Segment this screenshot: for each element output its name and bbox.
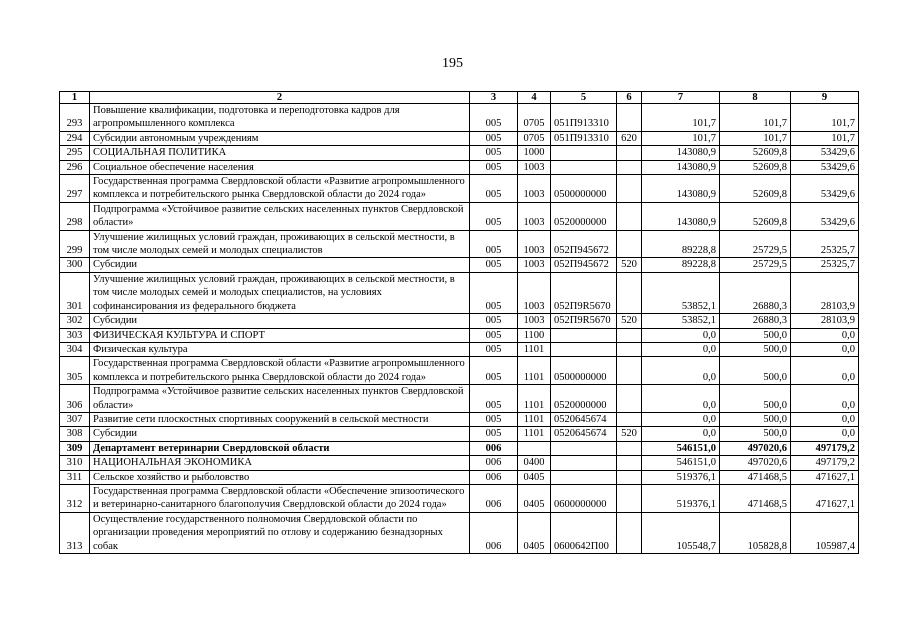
value-2021: 0,0 [791, 385, 859, 413]
row-name: Осуществление государственного полномочия Свердловской области по организации проведения мероприятий по отлову и содержанию безнадзорных собак [90, 512, 470, 553]
value-2021: 101,7 [791, 131, 859, 145]
table-row [60, 342, 859, 356]
value-2019: 101,7 [642, 131, 720, 145]
value-2019: 0,0 [642, 342, 720, 356]
row-number: 295 [60, 146, 90, 160]
value-2020: 52609,8 [720, 175, 791, 203]
code-expense-type [617, 441, 642, 455]
value-2021: 53429,6 [791, 202, 859, 230]
code-ministry: 005 [470, 175, 518, 203]
code-ministry: 005 [470, 146, 518, 160]
code-target: 051П913310 [551, 131, 617, 145]
budget-table [59, 91, 859, 554]
value-2021: 0,0 [791, 328, 859, 342]
code-expense-type [617, 175, 642, 203]
table-row [60, 146, 859, 160]
code-expense-type [617, 230, 642, 258]
code-ministry: 006 [470, 512, 518, 553]
value-2020: 500,0 [720, 342, 791, 356]
code-expense-type: 520 [617, 427, 642, 441]
code-ministry: 005 [470, 427, 518, 441]
value-2020: 471468,5 [720, 484, 791, 512]
code-section: 1000 [518, 146, 551, 160]
table-row [60, 202, 859, 230]
value-2020: 500,0 [720, 385, 791, 413]
code-section: 1003 [518, 258, 551, 272]
value-2021: 0,0 [791, 412, 859, 426]
row-name: Подпрограмма «Устойчивое развитие сельских населенных пунктов Свердловской области» [90, 202, 470, 230]
code-ministry: 006 [470, 456, 518, 470]
code-target: 0600642П00 [551, 512, 617, 553]
row-number: 298 [60, 202, 90, 230]
value-2020: 52609,8 [720, 146, 791, 160]
table-row [60, 131, 859, 145]
code-target: 0520000000 [551, 202, 617, 230]
table-row [60, 484, 859, 512]
value-2020: 25729,5 [720, 258, 791, 272]
code-target: 0500000000 [551, 175, 617, 203]
code-section: 0400 [518, 456, 551, 470]
row-number: 312 [60, 484, 90, 512]
value-2019: 53852,1 [642, 272, 720, 313]
code-expense-type [617, 342, 642, 356]
row-name: Государственная программа Свердловской области «Развитие агропромышленного комплекса и потребительского рынка Свердловской области до 2024 года» [90, 175, 470, 203]
header-cell: 6 [617, 92, 642, 104]
row-number: 300 [60, 258, 90, 272]
value-2020: 26880,3 [720, 272, 791, 313]
value-2021: 497179,2 [791, 456, 859, 470]
code-section: 1100 [518, 328, 551, 342]
value-2021: 101,7 [791, 104, 859, 132]
code-expense-type [617, 456, 642, 470]
code-target: 0600000000 [551, 484, 617, 512]
value-2021: 28103,9 [791, 314, 859, 328]
value-2019: 0,0 [642, 385, 720, 413]
code-section: 1003 [518, 202, 551, 230]
table-row [60, 272, 859, 313]
code-ministry: 005 [470, 314, 518, 328]
code-section: 1003 [518, 314, 551, 328]
value-2019: 519376,1 [642, 470, 720, 484]
value-2021: 105987,4 [791, 512, 859, 553]
table-row [60, 160, 859, 174]
row-number: 303 [60, 328, 90, 342]
table-row [60, 470, 859, 484]
row-name: Департамент ветеринарии Свердловской области [90, 441, 470, 455]
table-row [60, 328, 859, 342]
header-cell: 8 [720, 92, 791, 104]
code-ministry: 005 [470, 104, 518, 132]
row-name: Повышение квалификации, подготовка и переподготовка кадров для агропромышленного комплекса [90, 104, 470, 132]
row-name: Субсидии [90, 427, 470, 441]
value-2019: 546151,0 [642, 456, 720, 470]
row-number: 310 [60, 456, 90, 470]
row-number: 309 [60, 441, 90, 455]
value-2020: 500,0 [720, 357, 791, 385]
code-ministry: 005 [470, 342, 518, 356]
table-row [60, 385, 859, 413]
code-expense-type [617, 160, 642, 174]
row-name: Подпрограмма «Устойчивое развитие сельских населенных пунктов Свердловской области» [90, 385, 470, 413]
code-section: 1101 [518, 427, 551, 441]
value-2021: 0,0 [791, 342, 859, 356]
value-2020: 25729,5 [720, 230, 791, 258]
table-row [60, 175, 859, 203]
row-number: 293 [60, 104, 90, 132]
value-2019: 546151,0 [642, 441, 720, 455]
header-cell: 1 [60, 92, 90, 104]
code-ministry: 005 [470, 328, 518, 342]
code-section: 0405 [518, 512, 551, 553]
code-section: 0705 [518, 131, 551, 145]
row-name: Развитие сети плоскостных спортивных сооружений в сельской местности [90, 412, 470, 426]
code-target: 0520000000 [551, 385, 617, 413]
code-target [551, 342, 617, 356]
value-2019: 105548,7 [642, 512, 720, 553]
code-section: 1003 [518, 272, 551, 313]
code-expense-type [617, 357, 642, 385]
code-expense-type [617, 202, 642, 230]
table-row [60, 412, 859, 426]
row-number: 307 [60, 412, 90, 426]
table-body [60, 104, 859, 554]
code-target: 0520645674 [551, 412, 617, 426]
header-cell: 2 [90, 92, 470, 104]
row-name: Физическая культура [90, 342, 470, 356]
row-name: Субсидии автономным учреждениям [90, 131, 470, 145]
row-name: Улучшение жилищных условий граждан, проживающих в сельской местности, в том числе молодых семей и молодых специалистов [90, 230, 470, 258]
code-expense-type: 620 [617, 131, 642, 145]
code-section: 1101 [518, 357, 551, 385]
code-section: 1003 [518, 160, 551, 174]
value-2021: 0,0 [791, 427, 859, 441]
code-section: 0405 [518, 484, 551, 512]
value-2020: 26880,3 [720, 314, 791, 328]
row-number: 306 [60, 385, 90, 413]
code-ministry: 005 [470, 258, 518, 272]
header-cell: 5 [551, 92, 617, 104]
row-number: 296 [60, 160, 90, 174]
value-2021: 53429,6 [791, 146, 859, 160]
code-section: 1101 [518, 412, 551, 426]
code-ministry: 005 [470, 230, 518, 258]
row-name: Улучшение жилищных условий граждан, проживающих в сельской местности, в том числе молодых семей и молодых специалистов, на условиях софинансирования из федерального бюджета [90, 272, 470, 313]
row-name: Субсидии [90, 314, 470, 328]
value-2019: 519376,1 [642, 484, 720, 512]
code-ministry: 005 [470, 131, 518, 145]
table-row [60, 314, 859, 328]
row-name: НАЦИОНАЛЬНАЯ ЭКОНОМИКА [90, 456, 470, 470]
value-2020: 52609,8 [720, 160, 791, 174]
row-name: ФИЗИЧЕСКАЯ КУЛЬТУРА И СПОРТ [90, 328, 470, 342]
value-2020: 101,7 [720, 131, 791, 145]
value-2019: 0,0 [642, 357, 720, 385]
header-cell: 4 [518, 92, 551, 104]
value-2021: 471627,1 [791, 484, 859, 512]
value-2021: 0,0 [791, 357, 859, 385]
code-section: 1003 [518, 175, 551, 203]
code-target [551, 328, 617, 342]
value-2019: 101,7 [642, 104, 720, 132]
code-expense-type [617, 272, 642, 313]
row-number: 304 [60, 342, 90, 356]
value-2019: 0,0 [642, 427, 720, 441]
value-2021: 471627,1 [791, 470, 859, 484]
code-expense-type: 520 [617, 258, 642, 272]
row-number: 305 [60, 357, 90, 385]
table-row [60, 104, 859, 132]
table-row [60, 512, 859, 553]
code-target: 052П9R5670 [551, 314, 617, 328]
header-cell: 7 [642, 92, 720, 104]
page-number: 195 [442, 56, 463, 71]
value-2020: 500,0 [720, 328, 791, 342]
code-expense-type [617, 328, 642, 342]
header-cell: 3 [470, 92, 518, 104]
row-name: Субсидии [90, 258, 470, 272]
code-expense-type [617, 512, 642, 553]
table-row [60, 357, 859, 385]
code-expense-type [617, 470, 642, 484]
value-2021: 25325,7 [791, 230, 859, 258]
value-2020: 497020,6 [720, 441, 791, 455]
code-target [551, 470, 617, 484]
code-section: 1101 [518, 342, 551, 356]
value-2020: 500,0 [720, 427, 791, 441]
value-2021: 497179,2 [791, 441, 859, 455]
row-name: Государственная программа Свердловской области «Обеспечение эпизоотического и ветеринарно-санитарного благополучия Свердловской области до 2024 года» [90, 484, 470, 512]
table-row [60, 456, 859, 470]
code-target: 051П913310 [551, 104, 617, 132]
value-2019: 143080,9 [642, 202, 720, 230]
code-ministry: 005 [470, 385, 518, 413]
table-row [60, 258, 859, 272]
value-2021: 25325,7 [791, 258, 859, 272]
row-name: Сельское хозяйство и рыболовство [90, 470, 470, 484]
row-number: 299 [60, 230, 90, 258]
value-2020: 471468,5 [720, 470, 791, 484]
row-number: 294 [60, 131, 90, 145]
value-2020: 497020,6 [720, 456, 791, 470]
code-expense-type: 520 [617, 314, 642, 328]
code-expense-type [617, 484, 642, 512]
code-section: 1003 [518, 230, 551, 258]
value-2019: 89228,8 [642, 258, 720, 272]
value-2020: 52609,8 [720, 202, 791, 230]
value-2019: 89228,8 [642, 230, 720, 258]
value-2019: 53852,1 [642, 314, 720, 328]
value-2019: 143080,9 [642, 146, 720, 160]
code-expense-type [617, 385, 642, 413]
row-number: 301 [60, 272, 90, 313]
row-name: Социальное обеспечение населения [90, 160, 470, 174]
header-cell: 9 [791, 92, 859, 104]
code-target [551, 456, 617, 470]
value-2020: 101,7 [720, 104, 791, 132]
value-2019: 0,0 [642, 328, 720, 342]
code-ministry: 005 [470, 160, 518, 174]
code-section: 1101 [518, 385, 551, 413]
row-number: 297 [60, 175, 90, 203]
value-2021: 53429,6 [791, 175, 859, 203]
code-ministry: 005 [470, 202, 518, 230]
code-section: 0705 [518, 104, 551, 132]
code-ministry: 005 [470, 357, 518, 385]
code-target [551, 160, 617, 174]
value-2020: 105828,8 [720, 512, 791, 553]
row-number: 313 [60, 512, 90, 553]
value-2019: 143080,9 [642, 175, 720, 203]
row-name: СОЦИАЛЬНАЯ ПОЛИТИКА [90, 146, 470, 160]
code-target [551, 441, 617, 455]
value-2021: 53429,6 [791, 160, 859, 174]
code-target: 0500000000 [551, 357, 617, 385]
value-2019: 143080,9 [642, 160, 720, 174]
code-target [551, 146, 617, 160]
code-target: 052П945672 [551, 230, 617, 258]
row-name: Государственная программа Свердловской области «Развитие агропромышленного комплекса и потребительского рынка Свердловской области до 2024 года» [90, 357, 470, 385]
code-target: 052П945672 [551, 258, 617, 272]
row-number: 311 [60, 470, 90, 484]
table-row [60, 441, 859, 455]
code-ministry: 005 [470, 412, 518, 426]
code-section: 0405 [518, 470, 551, 484]
row-number: 302 [60, 314, 90, 328]
code-section [518, 441, 551, 455]
code-ministry: 006 [470, 441, 518, 455]
code-ministry: 006 [470, 470, 518, 484]
header-row [60, 92, 859, 104]
value-2020: 500,0 [720, 412, 791, 426]
code-target: 0520645674 [551, 427, 617, 441]
value-2019: 0,0 [642, 412, 720, 426]
value-2021: 28103,9 [791, 272, 859, 313]
table-row [60, 230, 859, 258]
row-number: 308 [60, 427, 90, 441]
code-expense-type [617, 412, 642, 426]
code-ministry: 006 [470, 484, 518, 512]
code-expense-type [617, 104, 642, 132]
code-target: 052П9R5670 [551, 272, 617, 313]
code-expense-type [617, 146, 642, 160]
code-ministry: 005 [470, 272, 518, 313]
table-row [60, 427, 859, 441]
